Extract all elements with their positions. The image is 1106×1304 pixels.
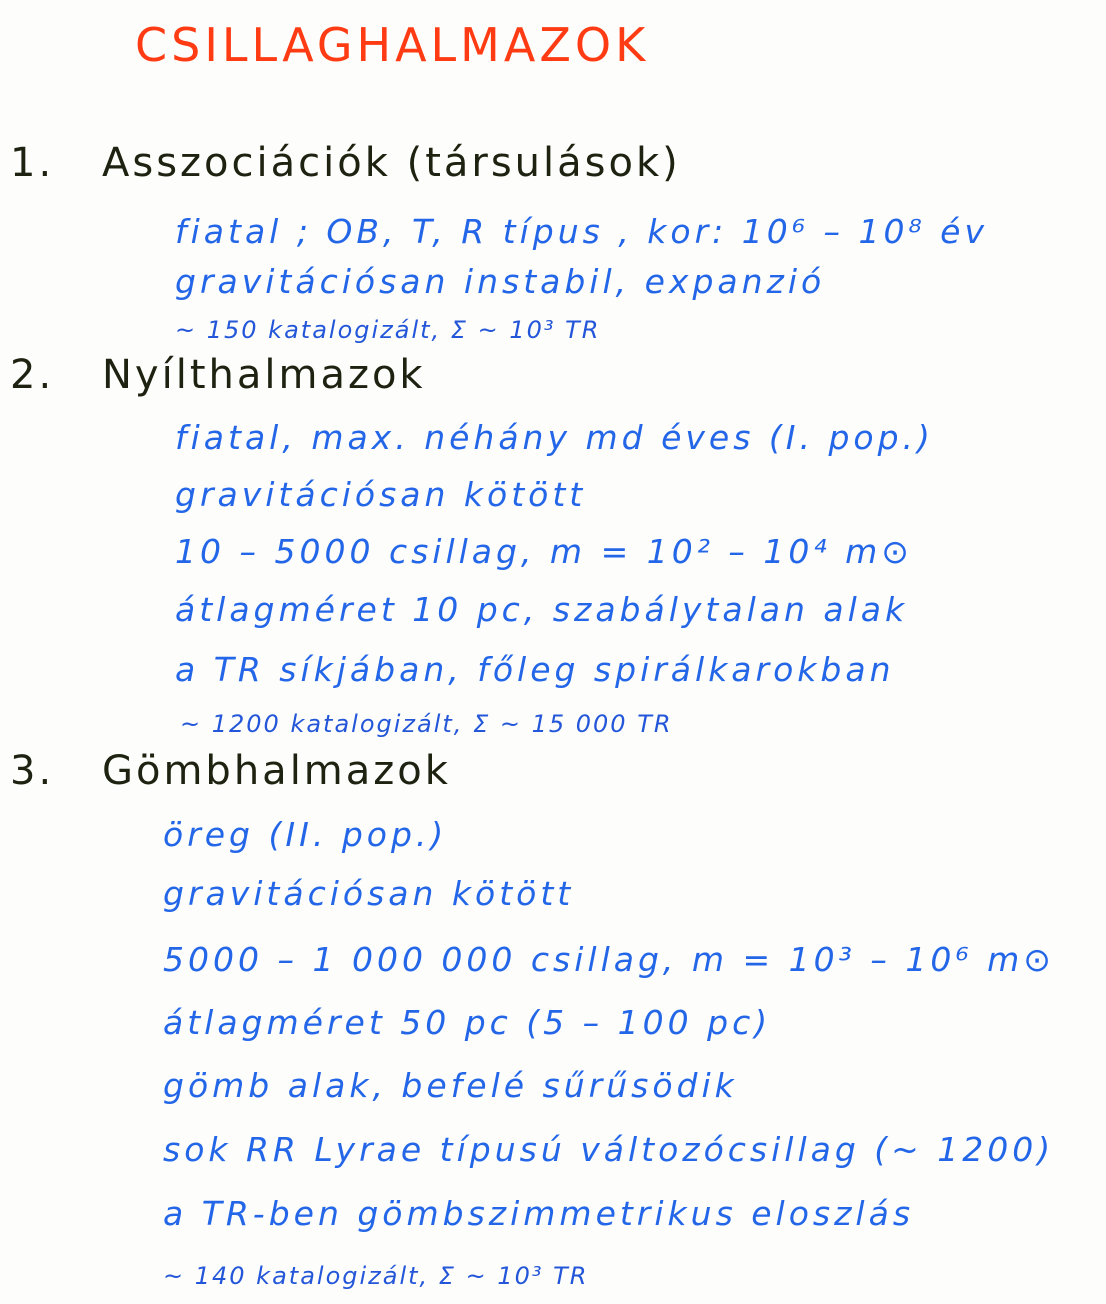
section-3-line-4: átlagméret 50 pc (5 – 100 pc) — [163, 1003, 772, 1042]
section-3-line-1: öreg (II. pop.) — [163, 815, 448, 854]
section-title: Asszociációk (társulások) — [102, 140, 681, 186]
section-3-line-7: a TR-ben gömbszimmetrikus eloszlás — [163, 1194, 915, 1233]
section-2-line-4: átlagméret 10 pc, szabálytalan alak — [175, 590, 909, 629]
section-1-summary: ~ 150 katalogizált, Σ ~ 10³ TR — [175, 316, 601, 344]
section-3-summary: ~ 140 katalogizált, Σ ~ 10³ TR — [163, 1262, 589, 1290]
section-number: 2. — [10, 352, 55, 398]
section-number: 1. — [10, 140, 55, 186]
section-3-line-5: gömb alak, befelé sűrűsödik — [163, 1066, 738, 1105]
section-3-line-3: 5000 – 1 000 000 csillag, m = 10³ – 10⁶ m⊙ — [163, 940, 1055, 979]
section-2-line-2: gravitációsan kötött — [175, 475, 587, 514]
section-number: 3. — [10, 748, 55, 794]
section-2-summary: ~ 1200 katalogizált, Σ ~ 15 000 TR — [180, 710, 673, 738]
page-title: CSILLAGHALMAZOK — [135, 18, 650, 72]
section-1-heading — [10, 140, 681, 186]
section-2-line-3: 10 – 5000 csillag, m = 10² – 10⁴ m⊙ — [175, 532, 913, 571]
section-title: Gömbhalmazok — [102, 748, 451, 794]
section-2-line-5: a TR síkjában, főleg spirálkarokban — [175, 650, 895, 689]
section-2-line-1: fiatal, max. néhány md éves (I. pop.) — [175, 418, 934, 457]
section-3-heading — [10, 748, 451, 794]
section-3-line-2: gravitációsan kötött — [163, 874, 575, 913]
section-1-line-1: fiatal ; OB, T, R típus , kor: 10⁶ – 10⁸ év — [175, 212, 989, 251]
section-2-heading — [10, 352, 426, 398]
section-3-line-6: sok RR Lyrae típusú változócsillag (~ 1200) — [163, 1130, 1055, 1169]
section-1-line-2: gravitációsan instabil, expanzió — [175, 262, 826, 301]
section-title: Nyílthalmazok — [102, 352, 426, 398]
